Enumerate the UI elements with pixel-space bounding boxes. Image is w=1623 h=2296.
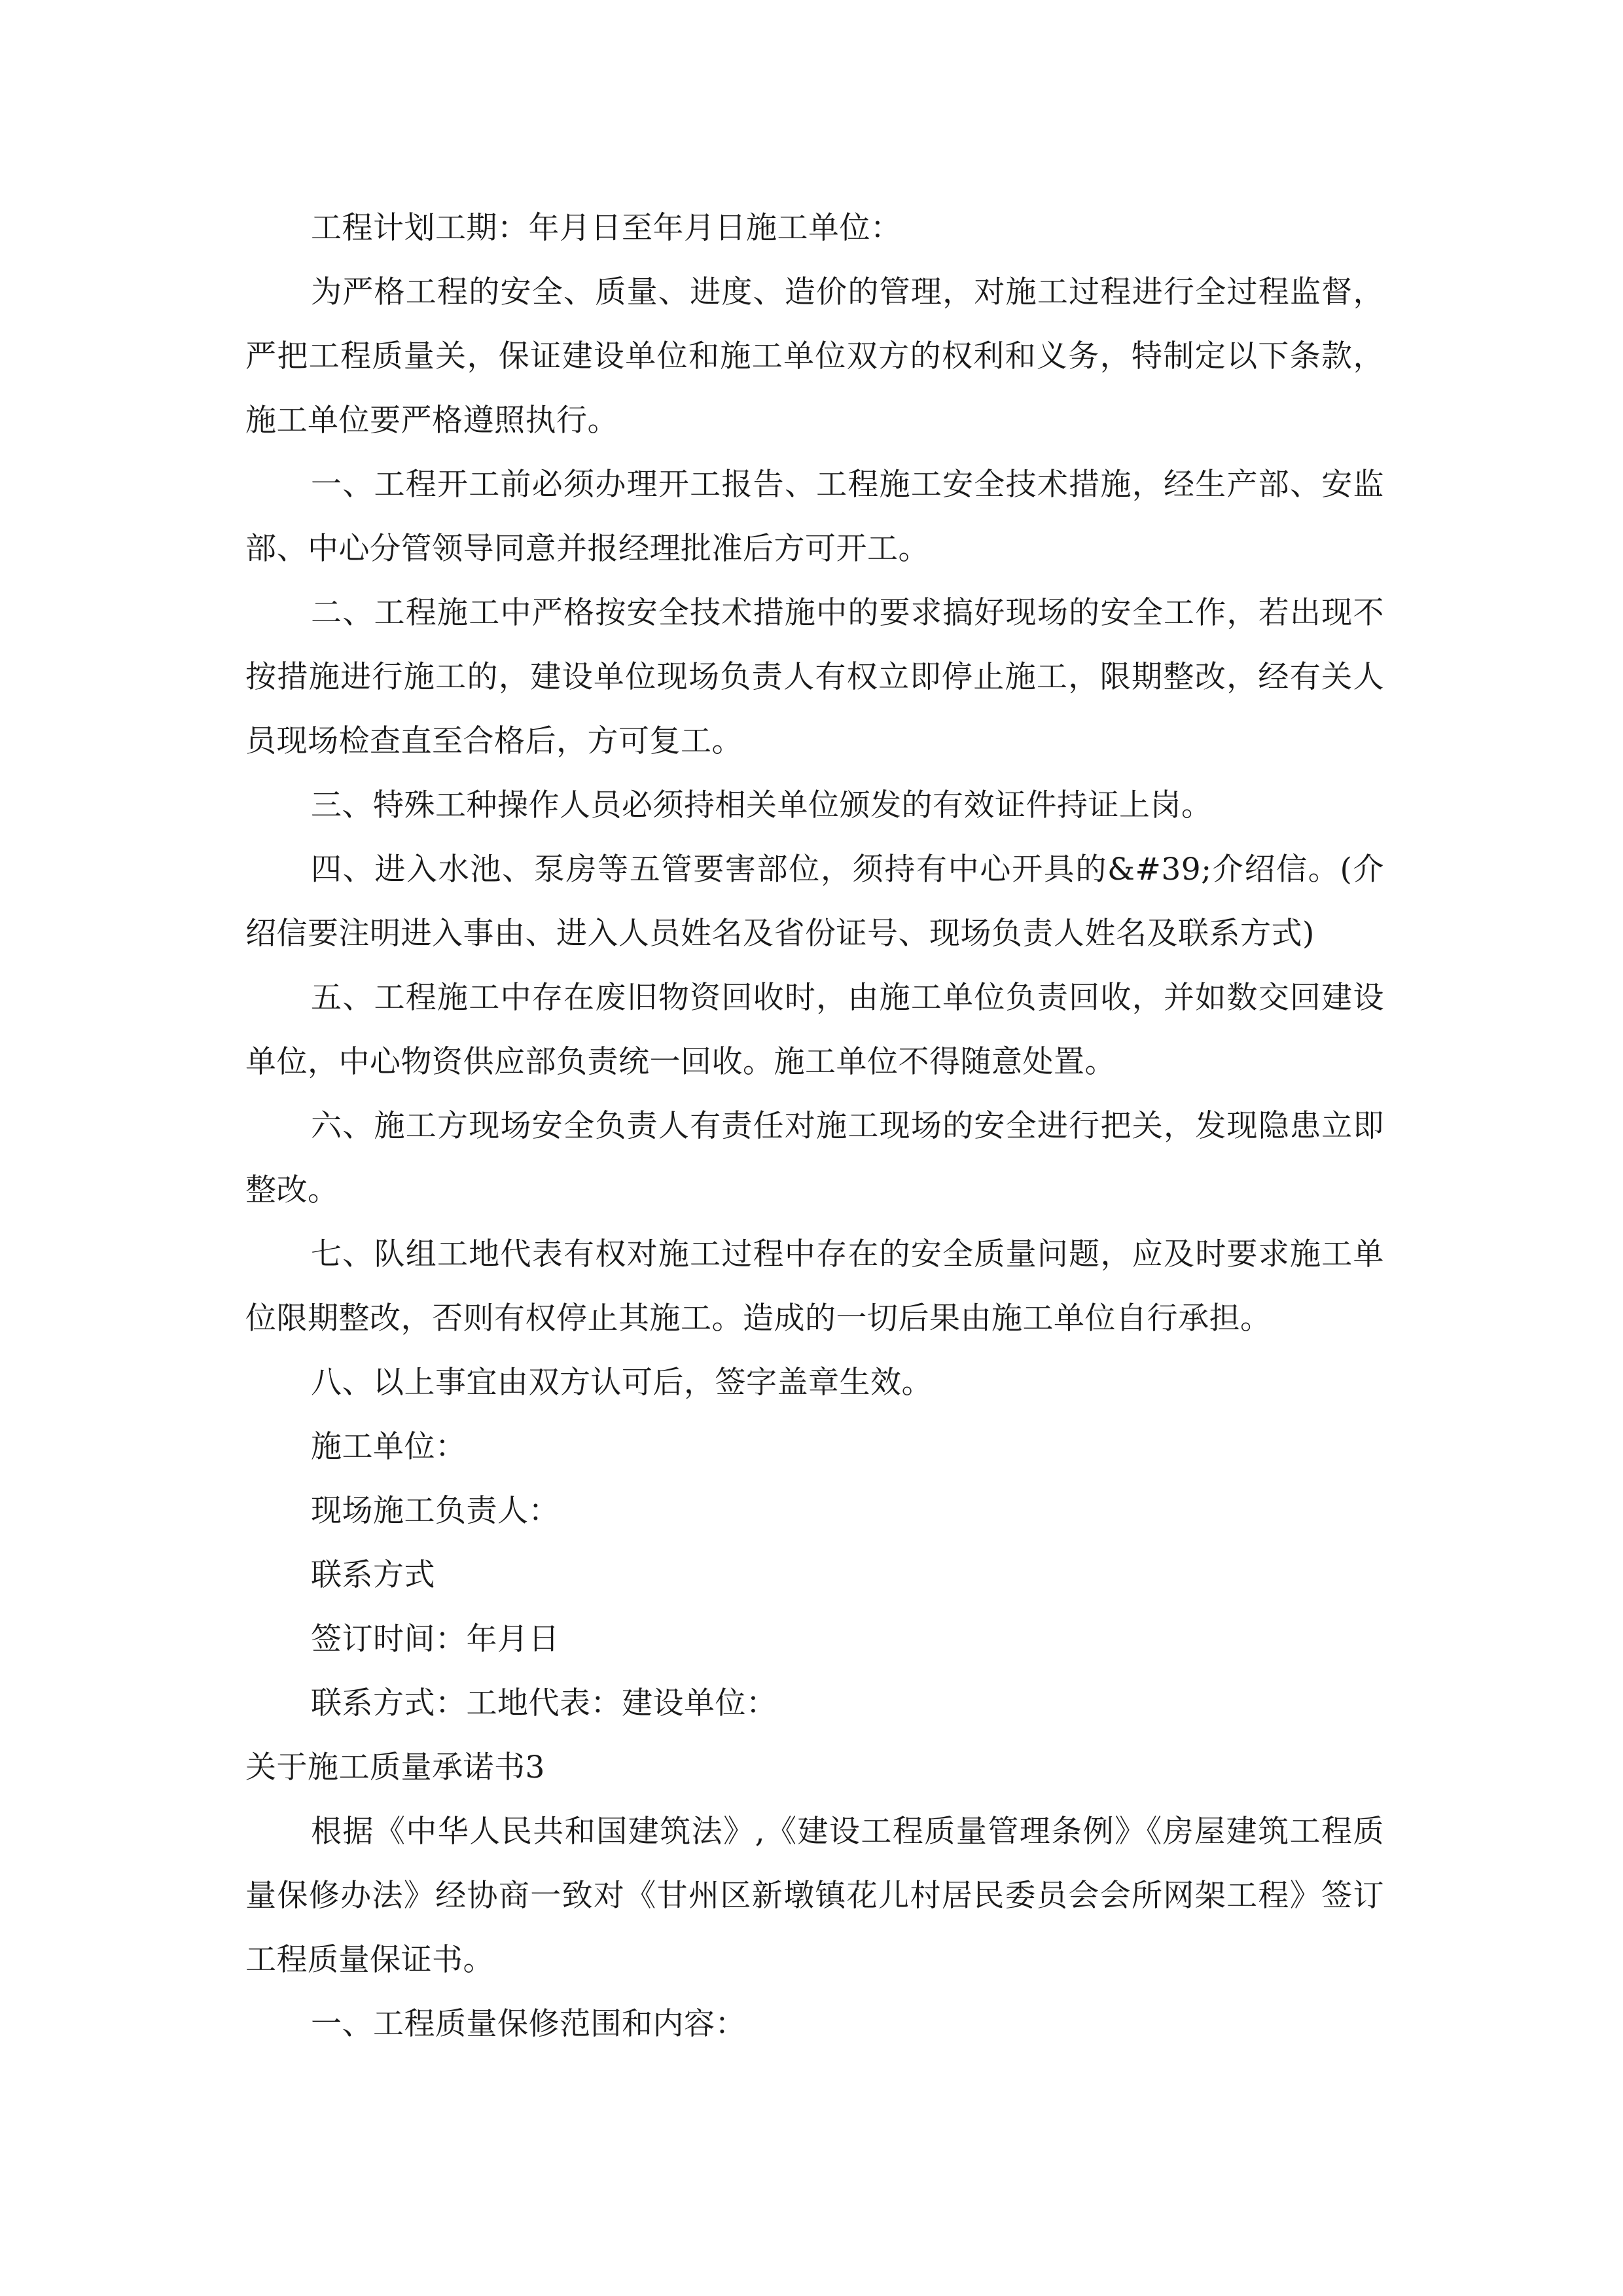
- warranty-scope-heading: 一、工程质量保修范围和内容：: [311, 2006, 746, 2042]
- schedule-line: 工程计划工期：年月日至年月日施工单位：: [311, 210, 902, 246]
- document-body: [245, 196, 1384, 2056]
- signature-date: 签订时间：年月日: [311, 1621, 560, 1657]
- signature-site-manager: 现场施工负责人：: [311, 1493, 560, 1529]
- section-title: 关于施工质量承诺书3: [245, 1749, 545, 1785]
- clause-2: 二、工程施工中严格按安全技术措施中的要求搞好现场的安全工作，若出现不按措施进行施工的，建设单位现场负责人有权立即停止施工，限期整改，经有关人员现场检查直至合格后，方可复工。: [245, 595, 1384, 759]
- signature-contact: 联系方式: [311, 1557, 435, 1593]
- purpose-paragraph: 为严格工程的安全、质量、进度、造价的管理，对施工过程进行全过程监督，严把工程质量关，保证建设单位和施工单位双方的权利和义务，特制定以下条款，施工单位要严格遵照执行。: [245, 274, 1384, 439]
- signature-contact-representative: 联系方式：工地代表：建设单位：: [311, 1685, 777, 1721]
- clause-4: 四、进入水池、泵房等五管要害部位，须持有中心开具的&#39;介绍信。(介绍信要注明进入事由、进入人员姓名及省份证号、现场负责人姓名及联系方式): [245, 852, 1384, 952]
- clause-8: 八、以上事宜由双方认可后，签字盖章生效。: [311, 1365, 933, 1401]
- clause-1: 一、工程开工前必须办理开工报告、工程施工安全技术措施，经生产部、安监部、中心分管领导同意并报经理批准后方可开工。: [245, 467, 1384, 567]
- clause-7: 七、队组工地代表有权对施工过程中存在的安全质量问题，应及时要求施工单位限期整改，否则有权停止其施工。造成的一切后果由施工单位自行承担。: [245, 1236, 1384, 1336]
- clause-6: 六、施工方现场安全负责人有责任对施工现场的安全进行把关，发现隐患立即整改。: [245, 1108, 1384, 1208]
- signature-construction-unit: 施工单位：: [311, 1429, 467, 1465]
- legal-basis-paragraph: 根据《中华人民共和国建筑法》,《建设工程质量管理条例》《房屋建筑工程质量保修办法》经协商一致对《甘州区新墩镇花儿村居民委员会会所网架工程》签订工程质量保证书。: [245, 1814, 1384, 1978]
- clause-5: 五、工程施工中存在废旧物资回收时，由施工单位负责回收，并如数交回建设单位，中心物资供应部负责统一回收。施工单位不得随意处置。: [245, 980, 1384, 1080]
- clause-3: 三、特殊工种操作人员必须持相关单位颁发的有效证件持证上岗。: [311, 787, 1213, 823]
